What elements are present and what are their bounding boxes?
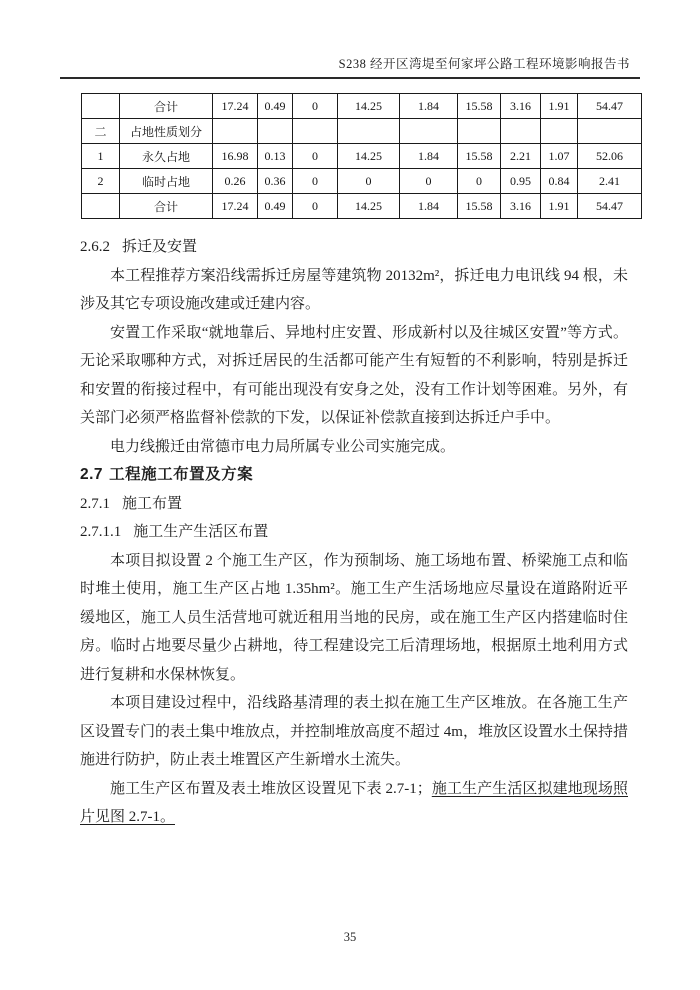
land-table-body xyxy=(82,94,642,219)
section-title: 拆迁及安置 xyxy=(122,239,198,255)
value-cell: 0.36 xyxy=(258,169,293,194)
row-label-cell: 合计 xyxy=(120,94,213,119)
value-cell: 0 xyxy=(293,169,338,194)
table-row xyxy=(82,144,642,169)
value-cell xyxy=(458,119,501,144)
value-cell: 1.84 xyxy=(400,194,458,219)
table-row xyxy=(82,169,642,194)
value-cell: 0.95 xyxy=(501,169,541,194)
paragraph-topsoil: 本项目建设过程中，沿线路基清理的表土拟在施工生产区堆放。在各施工生产区设置专门的表土集中堆放点，并控制堆放高度不超过 4m，堆放区设置水土保持措施进行防护，防止表土堆置区产生新增水土流失。 xyxy=(80,695,628,768)
header-rule xyxy=(60,77,640,79)
value-cell: 0 xyxy=(293,194,338,219)
value-cell: 15.58 xyxy=(458,194,501,219)
section-heading-2711 xyxy=(80,518,628,547)
table-row xyxy=(82,119,642,144)
row-label-cell: 占地性质划分 xyxy=(120,119,213,144)
section-title: 工程施工布置及方案 xyxy=(109,466,254,483)
value-cell: 1.07 xyxy=(541,144,578,169)
value-cell: 54.47 xyxy=(578,194,642,219)
body-text xyxy=(80,233,628,832)
table-row xyxy=(82,94,642,119)
page-number: 35 xyxy=(343,930,357,944)
row-index-cell xyxy=(82,94,120,119)
underlined-reference-text: 施工生产生活区拟建地现场照片见图 2.7-1。 xyxy=(80,780,628,825)
value-cell: 1.91 xyxy=(541,194,578,219)
value-cell: 1.84 xyxy=(400,144,458,169)
value-cell xyxy=(338,119,400,144)
value-cell: 2.21 xyxy=(501,144,541,169)
value-cell xyxy=(501,119,541,144)
paragraph-table-reference xyxy=(80,775,628,832)
section-heading-27 xyxy=(80,461,628,490)
reference-text: 施工生产区布置及表土堆放区设置见下表 2.7-1； xyxy=(110,780,432,797)
value-cell: 2.41 xyxy=(578,169,642,194)
row-index-cell: 二 xyxy=(82,119,120,144)
table-row xyxy=(82,194,642,219)
value-cell: 14.25 xyxy=(338,144,400,169)
value-cell: 16.98 xyxy=(213,144,258,169)
section-heading-262 xyxy=(80,233,628,262)
value-cell: 0.13 xyxy=(258,144,293,169)
value-cell: 17.24 xyxy=(213,94,258,119)
paragraph-resettlement: 安置工作采取“就地靠后、异地村庄安置、形成新村以及往城区安置”等方式。无论采取哪种方式，对拆迁居民的生活都可能产生有短暂的不利影响，特别是拆迁和安置的衔接过程中，有可能出现没有安身之处，没有工作计划等困难。另外，有关部门必须严格监督补偿款的下发，以保证补偿款直接到达拆迁户手中。 xyxy=(80,324,628,426)
value-cell: 1.91 xyxy=(541,94,578,119)
value-cell xyxy=(213,119,258,144)
value-cell: 3.16 xyxy=(501,94,541,119)
section-title: 施工生产生活区布置 xyxy=(133,524,269,540)
value-cell: 0.84 xyxy=(541,169,578,194)
row-label-cell: 合计 xyxy=(120,194,213,219)
value-cell: 0 xyxy=(293,94,338,119)
value-cell: 3.16 xyxy=(501,194,541,219)
row-label-cell: 临时占地 xyxy=(120,169,213,194)
value-cell: 1.84 xyxy=(400,94,458,119)
paragraph-production-area: 本项目拟设置 2 个施工生产区，作为预制场、施工场地布置、桥梁施工点和临时堆土使用，施工生产区占地 1.35hm²。施工生产生活场地应尽量设在道路附近平缓地区，施工人员生活营地可就近租用当地的民房，或在施工生产区内搭建临时住房。临时占地要尽量少占耕地，待工程建设完工后清理场地，根据原土地利用方式进行复耕和水保林恢复。 xyxy=(80,552,628,683)
value-cell: 0 xyxy=(458,169,501,194)
value-cell: 14.25 xyxy=(338,94,400,119)
section-number: 2.6.2 xyxy=(80,239,110,255)
section-number: 2.7.1 xyxy=(80,495,110,512)
value-cell: 0.26 xyxy=(213,169,258,194)
row-label-cell: 永久占地 xyxy=(120,144,213,169)
value-cell: 0.49 xyxy=(258,94,293,119)
value-cell xyxy=(541,119,578,144)
paragraph-demolition: 本工程推荐方案沿线需拆迁房屋等建筑物 20132m²，拆迁电力电讯线 94 根，未涉及其它专项设施改建或迁建内容。 xyxy=(80,267,628,312)
section-title: 施工布置 xyxy=(122,495,183,512)
value-cell: 0 xyxy=(400,169,458,194)
value-cell xyxy=(578,119,642,144)
section-number: 2.7 xyxy=(80,466,104,483)
value-cell: 54.47 xyxy=(578,94,642,119)
paragraph-powerline: 电力线搬迁由常德市电力局所属专业公司实施完成。 xyxy=(110,438,456,455)
value-cell: 0 xyxy=(293,144,338,169)
value-cell: 52.06 xyxy=(578,144,642,169)
value-cell: 15.58 xyxy=(458,144,501,169)
row-index-cell: 2 xyxy=(82,169,120,194)
row-index-cell xyxy=(82,194,120,219)
row-index-cell: 1 xyxy=(82,144,120,169)
value-cell: 0 xyxy=(338,169,400,194)
page-header xyxy=(60,54,640,72)
land-occupation-table xyxy=(81,93,642,219)
value-cell: 0.49 xyxy=(258,194,293,219)
header-title: S238 经开区湾堤至何家坪公路工程环境影响报告书 xyxy=(338,57,630,71)
value-cell xyxy=(293,119,338,144)
value-cell: 14.25 xyxy=(338,194,400,219)
value-cell xyxy=(258,119,293,144)
section-number: 2.7.1.1 xyxy=(80,524,122,540)
value-cell: 17.24 xyxy=(213,194,258,219)
section-heading-271 xyxy=(80,490,628,519)
value-cell xyxy=(400,119,458,144)
value-cell: 15.58 xyxy=(458,94,501,119)
